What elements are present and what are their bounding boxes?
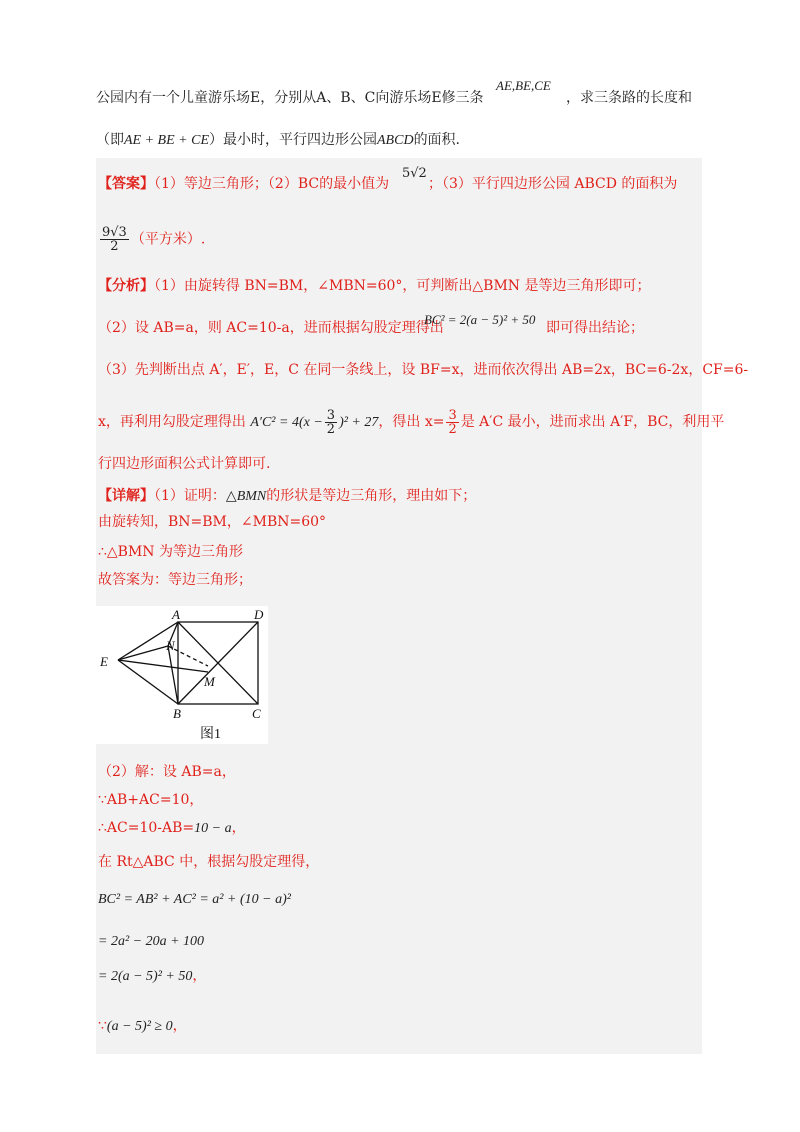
intro-tail: ，求三条路的长度和 <box>566 90 692 106</box>
sol2-line-1: （2）解：设 AB=a， <box>98 764 236 780</box>
intro-math-roads: AE,BE,CE <box>496 78 551 93</box>
sum-expression: AE + BE + CE <box>124 133 209 148</box>
sol2-eq-3-line: = 2(a − 5)² + 50， <box>98 968 207 984</box>
label-a: A <box>172 607 180 622</box>
answer-label: 【答案】 <box>98 176 154 192</box>
detail-line-1: 【详解】（1）证明：△BMN的形状是等边三角形，理由如下； <box>98 488 477 504</box>
area-fraction: $\frac{9√3}{2}$ <box>102 225 127 254</box>
label-e: E <box>100 654 108 669</box>
analysis-line-4: x，再利用勾股定理得出 A′C² = 4(x − $\frac{3}{2}$ )² + 27，得出 x= $\frac{3}{2}$ 是 A′C 最小，进而求出 A′F，BC，利用平 <box>98 407 725 437</box>
sol2-line-3: ∴AC=10-AB=10 − a， <box>98 820 246 836</box>
answer-part3: ；（3）平行四边形公园 ABCD 的面积为 <box>428 176 678 192</box>
figure-caption: 图1 <box>200 727 221 742</box>
detail-line-2: 由旋转知，BN=BM，∠MBN=60° <box>98 514 327 530</box>
label-n: N <box>166 638 175 653</box>
answer-line: 【答案】（1）等边三角形；（2）BC的最小值为 <box>98 176 390 192</box>
segment-en <box>118 646 168 660</box>
abcd-label: ABCD <box>377 133 414 148</box>
sol2-eq-3: = 2(a − 5)² + 50 <box>98 969 193 984</box>
segment-nb <box>168 646 178 704</box>
analysis-line-2-tail: 即可得出结论； <box>546 320 644 336</box>
figure-1 <box>96 606 268 744</box>
sol2-eq-1: BC² = AB² + AC² = a² + (10 − a)² <box>98 892 291 907</box>
label-d: D <box>254 607 264 622</box>
detail-line-3: ∴△BMN 为等边三角形 <box>98 544 243 560</box>
sol2-line-2: ∵AB+AC=10， <box>98 792 204 808</box>
sol2-eq-2: = 2a² − 20a + 100 <box>98 934 205 949</box>
bc-min-value: 5√2 <box>402 166 427 181</box>
analysis-line-5: 行四边形面积公式计算即可. <box>98 456 271 472</box>
sol2-line-4: 在 Rt△ABC 中，根据勾股定理得， <box>98 854 320 870</box>
intro-line-1 <box>96 88 484 108</box>
analysis-label: 【分析】 <box>98 278 154 294</box>
label-c: C <box>252 706 261 721</box>
analysis-line-1: 【分析】（1）由旋转得 BN=BM，∠MBN=60°，可判断出△BMN 是等边三角形即可； <box>98 278 651 294</box>
intro-line-2: （即AE + BE + CE）最小时，平行四边形公园ABCD的面积. <box>96 132 461 148</box>
label-b: B <box>173 706 181 721</box>
sol2-line-5: ∵(a − 5)² ≥ 0， <box>98 1018 187 1034</box>
detail-line-4: 故答案为：等边三角形； <box>98 572 252 588</box>
area-fraction-line <box>98 226 205 262</box>
detail-label: 【详解】 <box>98 488 154 504</box>
analysis-eq-bc: BC² = 2(a − 5)² + 50 <box>424 312 536 327</box>
analysis-line-3: （3）先判断出点 A′，E′，E，C 在同一条线上，设 BF=x，进而依次得出 AB=2x，BC=6-2x，CF=6- <box>98 362 749 378</box>
intro-text: 公园内有一个儿童游乐场E，分别从A、B、C向游乐场E修三条 <box>96 90 484 106</box>
label-m: M <box>204 674 215 689</box>
analysis-line-2: （2）设 AB=a，则 AC=10-a，进而根据勾股定理得出 <box>98 320 444 336</box>
area-unit: （平方米）. <box>130 231 206 248</box>
